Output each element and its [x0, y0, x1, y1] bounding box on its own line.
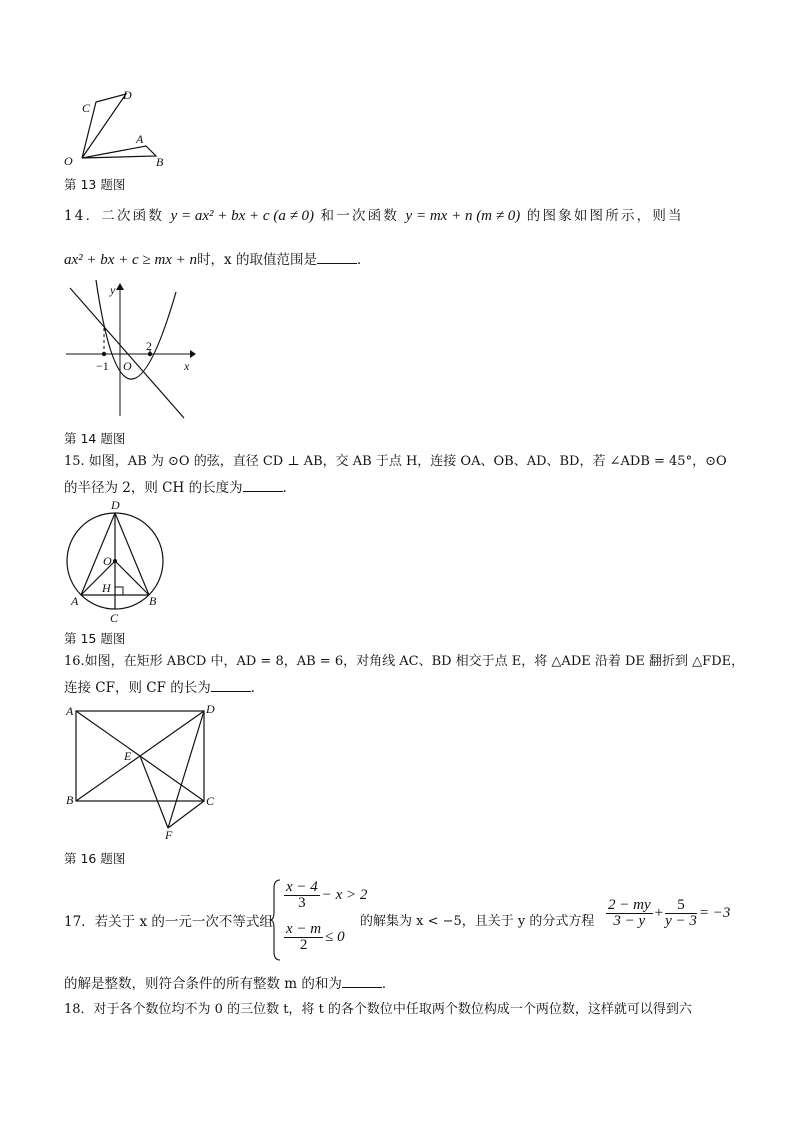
q14-text: 时，x 的取值范围是: [197, 252, 317, 268]
q17-eq-den2: y − 3: [665, 913, 697, 929]
fig14-label-2: 2: [146, 339, 152, 353]
fig15-label-a: A: [71, 594, 79, 608]
fig15-label-c: C: [110, 611, 119, 625]
q17-ineq1-num: x − 4: [286, 879, 318, 895]
q17-ineq1-fraction: [284, 880, 320, 911]
fig16-label-a: A: [66, 704, 74, 718]
fig15-label-o: O: [103, 554, 112, 568]
q15-text: 的半径为 2，则 CH 的长度为: [64, 480, 243, 496]
fig14-label-neg1: −1: [96, 359, 109, 373]
q16-text: 连接 CF，则 CF 的长为: [64, 680, 211, 696]
fig15-center-o: [113, 559, 117, 563]
fig14-y-arrow: [116, 283, 124, 290]
fig14-label-x: x: [184, 359, 190, 373]
q17-ineq1-den: 3: [298, 895, 306, 911]
q15-line2: [64, 478, 296, 498]
q17-equation: [604, 898, 730, 929]
fig13-label-c: C: [82, 101, 91, 115]
q14-end: ．: [356, 252, 371, 268]
q17-eq-fraction-1: [606, 898, 653, 929]
fig13-label-b: B: [156, 155, 164, 169]
q17-ineq2-fraction: [284, 922, 323, 953]
q17-text: 的解是整数，则符合条件的所有整数 m 的和为: [64, 976, 342, 992]
q14-line2: [64, 250, 370, 270]
q17-ineq1-rest: − x > 2: [321, 887, 368, 903]
fig16-label-d: D: [206, 702, 215, 716]
q16-line1: 16.如图，在矩形 ABCD 中，AD = 8，AB = 6，对角线 AC、BD 相交于点 E，将 △ADE 沿着 DE 翻折到 △FDE，: [64, 654, 745, 669]
fig15-line-ob: [115, 561, 149, 595]
figure-13: [60, 86, 180, 172]
fig13-caption: 第 13 题图: [64, 177, 126, 192]
fig15-line-bd: [115, 513, 149, 595]
q17-answer-blank[interactable]: [342, 975, 382, 988]
q16-line2: [64, 678, 264, 698]
q14-expr: ax² + bx + c ≥ mx + n: [64, 252, 198, 268]
q17-eq-den1: 3 − y: [613, 913, 646, 929]
q14-func2: y = mx + n (m ≠ 0): [405, 208, 521, 224]
fig13-label-a: A: [136, 132, 144, 146]
q17-line2: [64, 974, 395, 994]
fig16-label-b: B: [66, 793, 74, 807]
q17-inequality-2: [282, 922, 345, 953]
q17-ineq2-den: 2: [299, 937, 308, 953]
fig16-caption: 第 16 题图: [64, 851, 126, 866]
fig15-label-d: D: [111, 498, 120, 512]
figure-16: [62, 700, 222, 844]
q17-eq-num2: 5: [665, 898, 697, 914]
q15-end: ．: [282, 480, 297, 496]
fig16-label-c: C: [206, 794, 215, 808]
q16-end: ．: [250, 680, 265, 696]
fig14-linear-line: [70, 288, 184, 418]
q15-line1: 15. 如图，AB 为 ⊙O 的弦，直径 CD ⊥ AB，交 AB 于点 H，连接 OA、OB、AD、BD，若 ∠ADB = 45°，⊙O: [64, 454, 727, 469]
q15-answer-blank[interactable]: [243, 479, 283, 492]
fig14-x-arrow: [190, 350, 196, 358]
fig16-line-cf: [168, 801, 204, 828]
fig13-label-o: O: [64, 154, 73, 168]
q17-end: ．: [381, 976, 396, 992]
q16-answer-blank[interactable]: [211, 679, 251, 692]
q14-mid: 和一次函数: [320, 208, 400, 224]
q17-line1: [64, 876, 744, 964]
q14-prefix: 14．二次函数: [64, 208, 165, 224]
q17-ineq2-rest: ≤ 0: [325, 929, 345, 945]
q14-answer-blank[interactable]: [317, 251, 357, 264]
q17-eq-plus: +: [654, 905, 664, 921]
fig14-label-o: O: [123, 359, 132, 373]
fig13-label-d: D: [123, 88, 132, 102]
q17-brace: [270, 878, 282, 962]
fig13-line-o-a-b-o: [82, 146, 156, 158]
fig16-label-e: E: [124, 749, 132, 763]
figure-14: [62, 280, 198, 420]
figure-15: [60, 498, 176, 626]
fig15-right-angle-mark: [115, 587, 123, 595]
q17-ineq2-num: x − m: [286, 921, 322, 937]
fig14-caption: 第 14 题图: [64, 431, 126, 446]
q17-eq-rest: = −3: [698, 905, 731, 921]
q14-suffix: 的图象如图所示，则当: [526, 208, 684, 224]
q18-line1: 18．对于各个数位均不为 0 的三位数 t，将 t 的各个数位中任取两个数位构成一个两位数，这样就可以得到六: [64, 1002, 692, 1017]
q17-mid: 的解集为 x < −5，且关于 y 的分式方程: [360, 914, 595, 929]
fig15-caption: 第 15 题图: [64, 631, 126, 646]
q14-func1: y = ax² + bx + c (a ≠ 0): [170, 208, 315, 224]
fig16-label-f: F: [165, 828, 173, 842]
q17-prefix: 17．若关于 x 的一元一次不等式组: [64, 914, 273, 930]
q14-line1: [64, 206, 684, 226]
fig16-line-df: [168, 711, 204, 828]
q17-eq-fraction-2: [665, 898, 697, 929]
q17-inequality-1: [282, 880, 367, 911]
fig14-label-y: y: [110, 283, 116, 297]
q17-eq-num1: 2 − my: [608, 897, 651, 913]
fig15-label-b: B: [149, 594, 157, 608]
fig16-line-ef: [140, 756, 168, 828]
fig14-point-neg1: [102, 352, 106, 356]
fig15-label-h: H: [102, 581, 111, 595]
